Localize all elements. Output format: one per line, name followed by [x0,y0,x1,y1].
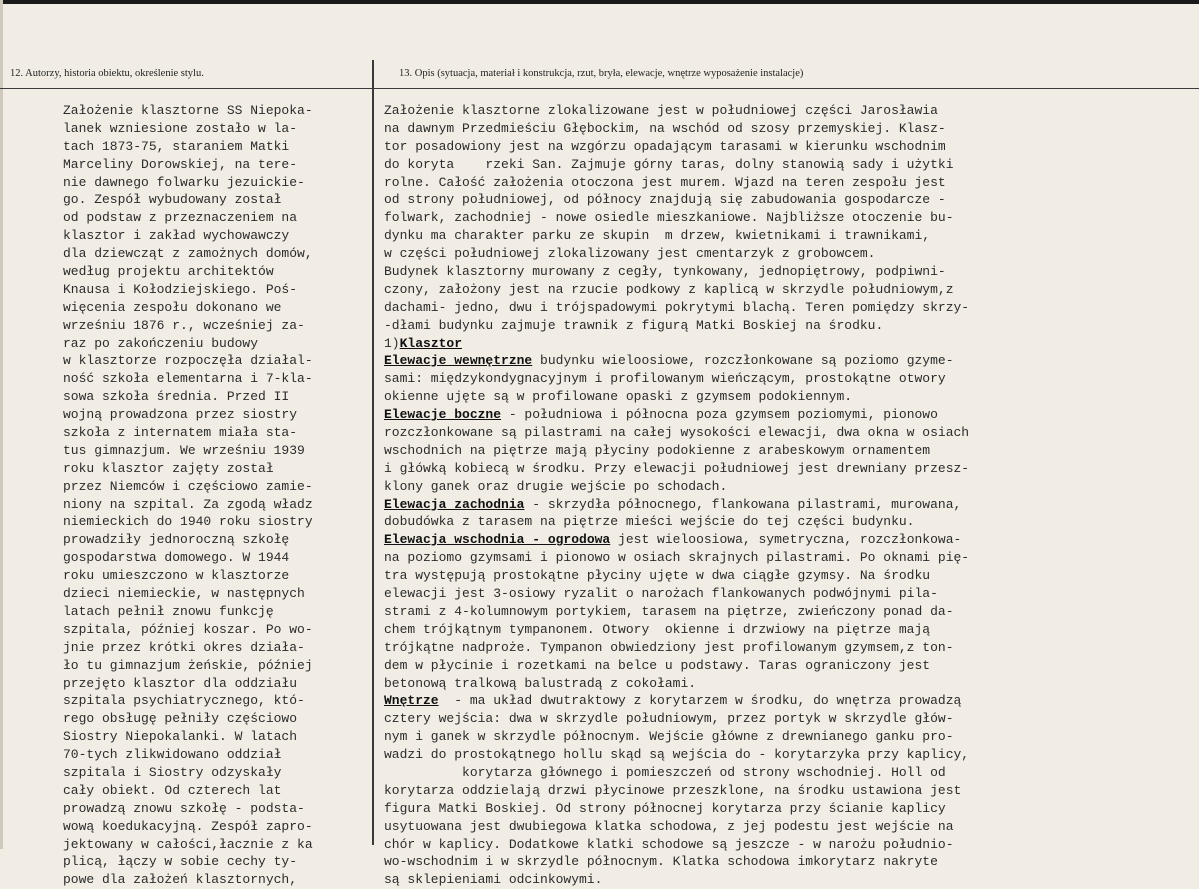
description-line [384,245,1164,263]
line-text: sami: międzykondygnacyjnym i profilowanym wieńczącym, prostokątne otwory [384,371,946,387]
description-line [384,460,1164,478]
history-line: przejęto klasztor dla oddziału [63,675,298,691]
description-line [384,549,1164,567]
description-line [384,513,1164,531]
description-line [384,621,1164,639]
line-text: dem w płycinie i rozetkami na belce u podstawy. Taras ograniczony jest [384,657,931,673]
history-line: niony na szpital. Za zgodą władz [63,496,313,512]
description-line [384,138,1164,156]
line-text: cztery wejścia: dwa w skrzydle południowym, przez portyk w skrzydle głów- [384,711,954,727]
line-text: klony ganek oraz drugie wejście po schodach. [384,478,728,494]
history-line: jektowany w całości,łacznie z ka [63,836,313,852]
line-text: strami z 4-kolumnowym portykiem, tarasem na piętrze, zwieńczony ponad da- [384,603,954,619]
description-line [384,406,1164,424]
line-text: jest wieloosiowa, symetryczna, rozczłonkowa- [610,532,962,548]
line-text: betonową tralkową balustradą z cokołami. [384,675,697,691]
subheading-label: Klasztor [399,335,463,351]
history-line: gospodarstwa domowego. W 1944 [63,550,290,566]
history-line: dla dziewcząt z zamożnych domów, [63,246,313,262]
history-line: plicą, łączy w sobie cechy ty- [63,854,298,870]
line-text: dachami- jedno, dwu i trójspadowymi pokrytymi blachą. Teren pomiędzy skrzy- [384,299,970,315]
description-line [384,496,1164,514]
description-line [384,227,1164,245]
line-text: chem trójkątnym tympanonem. Otwory okienne i drzwiowy na piętrze mają [384,621,931,637]
line-text: korytarza głównego i pomieszczeń od strony wschodniej. Holl od [384,764,946,780]
description-line [384,692,1164,710]
line-text: wschodnich na piętrze mają płyciny podokienne z arabeskowym ornamentem [384,442,931,458]
description-line [384,209,1164,227]
description-line [384,388,1164,406]
description-line [384,317,1164,335]
line-text: chór w kaplicy. Dodatkowe klatki schodowe są jeszcze - w narożu południo- [384,836,954,852]
line-text: tor posadowiony jest na wzgórzu opadającym tarasami w kierunku wschodnim [384,138,946,154]
line-text: rolne. Całość założenia otoczona jest murem. Wjazd na teren zespołu jest [384,174,946,190]
history-line: klasztor i zakład wychowawczy [63,228,290,244]
description-line [384,603,1164,621]
description-line [384,478,1164,496]
description-line [384,174,1164,192]
description-line [384,120,1164,138]
line-text: tra występują prostokątne płyciny ujęte w dwa ciągłe gzymsy. Na środku [384,568,931,584]
section-12-heading: 12. Autorzy, historia obiektu, określenie stylu. [10,68,204,79]
history-line: więcenia zespołu dokonano we [63,299,282,315]
description-line [384,746,1164,764]
subheading-label: Elewacja wschodnia - ogrodowa [384,532,611,548]
description-line [384,800,1164,818]
description-line [384,728,1164,746]
history-line: lanek wzniesione zostało w la- [63,120,298,136]
line-text: folwark, zachodniej - nowe osiedle mieszkaniowe. Najbliższe otoczenie bu- [384,210,954,226]
history-line: Knausa i Kołodziejskiego. Poś- [63,281,298,297]
description-line [384,567,1164,585]
description-line [384,531,1164,549]
history-line: jnie przez krótki okres działa- [63,639,305,655]
description-line [384,424,1164,442]
line-text: elewacji jest 3-osiowy ryzalit o narożach flankowanych podwójnymi pila- [384,586,938,602]
subheading-label: Elewacje wewnętrzne [384,353,533,369]
description-line [384,102,1164,120]
line-text: korytarza oddzielają drzwi płycinowe przeszklone, na środku ustawiona jest [384,782,962,798]
section-13-heading: 13. Opis (sytuacja, materiał i konstrukcja, rzut, bryła, elewacje, wnętrze wyposażenie instalacje) [399,68,804,79]
description-line [384,281,1164,299]
line-text: dobudówka z tarasem na piętrze mieści wejście do tej części budynku. [384,514,915,530]
history-line: szkoła z internatem miała sta- [63,425,298,441]
header-divider [0,88,1199,89]
subheading-label: Elewacja zachodnia [384,496,525,512]
history-line: nie dawnego folwarku jezuickie- [63,174,305,190]
history-line: roku umieszczono w klasztorze [63,568,290,584]
description-line [384,585,1164,603]
history-line: przez Niemców i częściowo zamie- [63,478,313,494]
line-text: figura Matki Boskiej. Od strony północnej korytarza przy ścianie kaplicy [384,800,946,816]
history-line: szpitala i Siostry odzyskały [63,764,282,780]
history-line: niemieckich do 1940 roku siostry [63,514,313,530]
line-text: na dawnym Przedmieściu Głębockim, na wschód od szosy przemyskiej. Klasz- [384,120,946,136]
line-text: w części południowej zlokalizowany jest cmentarzyk z grobowcem. [384,246,876,262]
description-line [384,156,1164,174]
line-text: usytuowana jest dwubiegowa klatka schodowa, z jej podestu jest wejście na [384,818,954,834]
description-line [384,370,1164,388]
description-line [384,871,1164,889]
top-border [0,0,1199,4]
line-text: i główką kobiecą w środku. Przy elewacji południowej jest drewniany przesz- [384,460,970,476]
history-line: tus gimnazjum. We wrześniu 1939 [63,442,305,458]
history-line: według projektu architektów [63,264,274,280]
history-line: powe dla założeń klasztornych, [63,872,298,888]
line-text: - południowa i północna poza gzymsem poziomymi, pionowo [501,407,938,423]
history-line: prowadziły jednoroczną szkołę [63,532,290,548]
history-line: ło tu gimnazjum żeńskie, później [63,657,313,673]
line-text: - ma układ dwutraktowy z korytarzem w środku, do wnętrza prowadzą [438,693,962,709]
description-line [384,818,1164,836]
history-line: wojną prowadzona przez siostry [63,407,298,423]
history-line: ność szkoła elementarna i 7-kla- [63,371,313,387]
description-line [384,764,1164,782]
description-line [384,710,1164,728]
history-line: szpitala, później koszar. Po wo- [63,621,313,637]
history-line: latach pełnił znowu funkcję [63,603,274,619]
history-line: Założenie klasztorne SS Niepoka- [63,103,313,118]
history-line: tach 1873-75, staraniem Matki [63,138,290,154]
history-line: dzieci niemieckie, w następnych [63,586,305,602]
history-line: wrześniu 1876 r., wcześniej za- [63,317,305,333]
line-text: są sklepieniami odcinkowymi. [384,872,603,888]
line-text: nym i ganek w skrzydle północnym. Wejście główne z drewnianego ganku pro- [384,729,954,745]
description-line [384,836,1164,854]
history-column [63,102,373,889]
history-line: szpitala psychiatrycznego, któ- [63,693,305,709]
description-line [384,442,1164,460]
line-text: trójkątne nadproże. Tympanon obwiedziony jest profilowanym gzymsem,z ton- [384,639,954,655]
line-text: Budynek klasztorny murowany z cegły, tynkowany, jednopiętrowy, podpiwni- [384,264,946,280]
description-line [384,853,1164,871]
line-text: - skrzydła północnego, flankowana pilastrami, murowana, [524,496,962,512]
page-edge [0,0,3,849]
line-text: wadzi do prostokątnego hollu skąd są wejścia do - korytarzyka przy kaplicy, [384,747,970,763]
description-line [384,352,1164,370]
line-text: czony, założony jest na rzucie podkowy z kaplicą w skrzydle południowym,z [384,281,954,297]
history-line: w klasztorze rozpoczęła działal- [63,353,313,369]
history-line: prowadzą znowu szkołę - podsta- [63,800,305,816]
line-text: -dłami budynku zajmuje trawnik z figurą Matki Boskiej na środku. [384,317,884,333]
history-line: od podstaw z przeznaczeniem na [63,210,298,226]
history-line: roku klasztor zajęty został [63,460,274,476]
history-line: 70-tych zlikwidowano oddział [63,747,282,763]
line-text: do koryta rzeki San. Zajmuje górny taras, dolny stanowią sady i użytki [384,156,954,172]
history-line: sowa szkoła średnia. Przed II [63,389,290,405]
description-line [384,263,1164,281]
description-column [384,102,1164,889]
history-line: wową koedukacyjną. Zespół zapro- [63,818,313,834]
history-line: go. Zespół wybudowany został [63,192,282,208]
description-line [384,657,1164,675]
description-line [384,191,1164,209]
line-text: Założenie klasztorne zlokalizowane jest w południowej części Jarosławia [384,103,938,118]
description-line [384,675,1164,693]
subheading-label: Wnętrze [384,693,439,709]
line-text: dynku ma charakter parku ze skupin m drzew, kwietnikami i trawnikami, [384,228,931,244]
line-text: budynku wieloosiowe, rozczłonkowane są poziomo gzyme- [532,353,954,369]
history-line: Marceliny Dorowskiej, na tere- [63,156,298,172]
history-line: Siostry Niepokalanki. W latach [63,729,298,745]
line-text: od strony południowej, od północy znajdują się zabudowania gospodarcze - [384,192,946,208]
description-line [384,335,1164,353]
line-text: wo-wschodnim i w skrzydle północnym. Klatka schodowa imkorytarz nakryte [384,854,938,870]
line-text: rozczłonkowane są pilastrami na całej wysokości elewacji, dwa okna w osiach [384,425,970,441]
description-line [384,299,1164,317]
history-line: rego obsługę pełniły częściowo [63,711,298,727]
line-text: okienne ujęte są w profilowane opaski z gzymsem podokiennym. [384,389,853,405]
description-line [384,782,1164,800]
description-line [384,639,1164,657]
line-text: na poziomo gzymsami i pionowo w osiach skrajnych pilastrami. Po oknami pię- [384,550,970,566]
history-line: cały obiekt. Od czterech lat [63,782,282,798]
history-line: raz po zakończeniu budowy [63,335,259,351]
section-number: 1) [384,335,400,351]
subheading-label: Elewacje boczne [384,407,502,423]
